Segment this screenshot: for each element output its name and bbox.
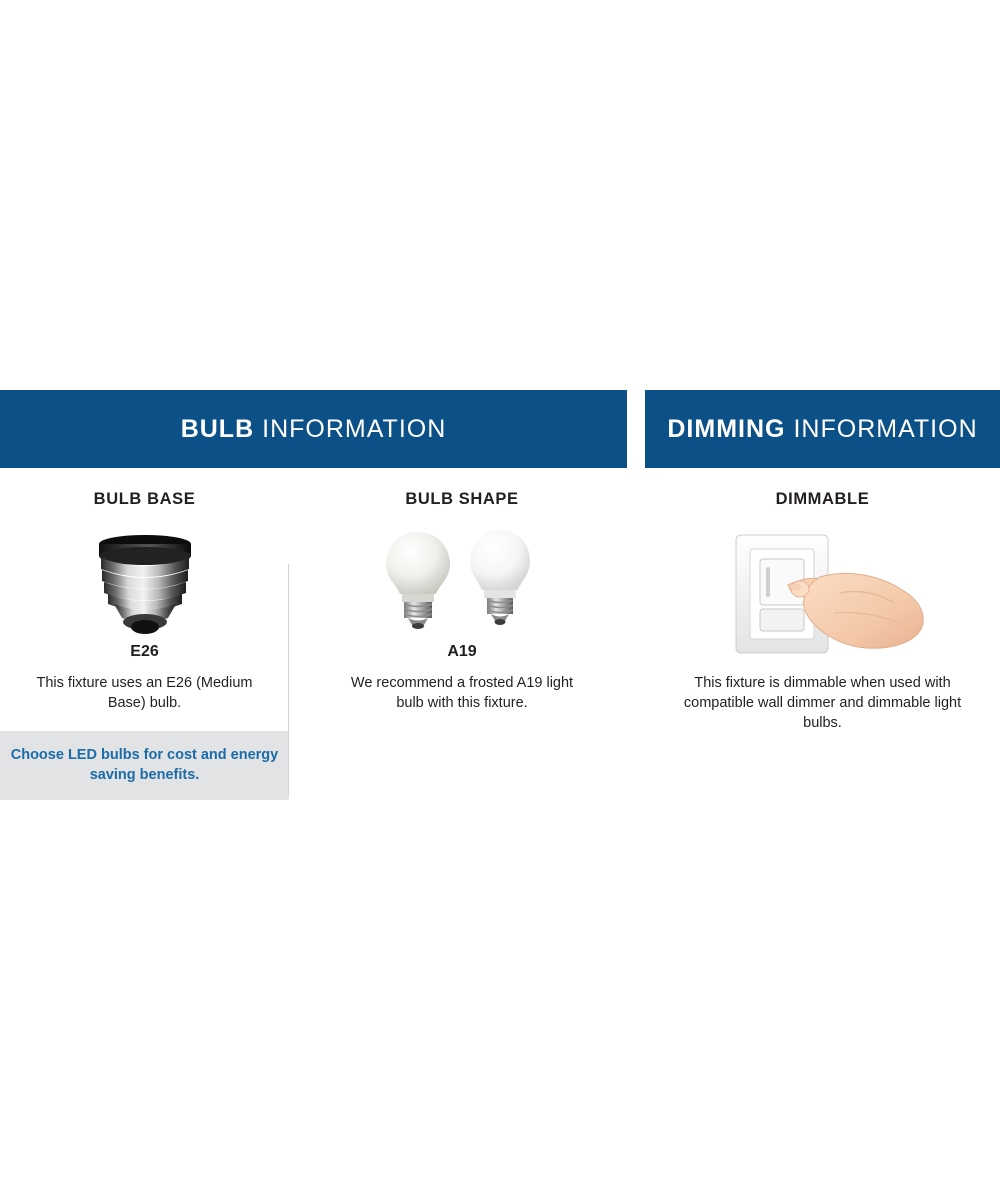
bulb-information-header (0, 390, 627, 468)
column-divider (288, 564, 289, 794)
panel-gap (627, 390, 645, 810)
dimming-information-panel (645, 390, 1000, 810)
bulb-shape-description: We recommend a frosted A19 light bulb with this fixture. (350, 675, 574, 711)
bulb-shape-column (289, 468, 627, 800)
bulb-shape-label: A19 (447, 643, 477, 660)
bulb-base-description: This fixture uses an E26 (Medium Base) bulb. (36, 675, 253, 711)
bulb-base-column (0, 468, 289, 800)
bulb-header-light: INFORMATION (262, 414, 447, 443)
bulb-dimming-info-band (0, 390, 1000, 810)
dimmable-title: DIMMABLE (775, 490, 870, 508)
bulb-shape-title: BULB SHAPE (405, 490, 519, 508)
bulb-columns (0, 468, 627, 800)
dimmable-column (645, 468, 1000, 733)
dimmable-art (645, 517, 1000, 667)
a19-bulb-pair-icon (372, 522, 552, 637)
bulb-information-panel (0, 390, 627, 810)
bulb-base-label: E26 (130, 643, 159, 660)
bulb-header-strong: BULB (180, 414, 255, 443)
dimmable-description: This fixture is dimmable when used with compatible wall dimmer and dimmable light bulbs. (683, 675, 962, 731)
dimming-columns (645, 468, 1000, 733)
wall-dimmer-with-hand-icon (708, 527, 938, 667)
bulb-shape-art (297, 517, 627, 637)
bulb-base-art (0, 517, 289, 637)
bulb-base-title: BULB BASE (93, 490, 196, 508)
dimming-header-light: INFORMATION (793, 414, 978, 443)
led-tip-box: Choose LED bulbs for cost and energy saving benefits. (0, 731, 289, 800)
dimming-information-header (645, 390, 1000, 468)
dimming-header-strong: DIMMING (667, 414, 786, 443)
e26-screw-base-icon (90, 532, 200, 637)
